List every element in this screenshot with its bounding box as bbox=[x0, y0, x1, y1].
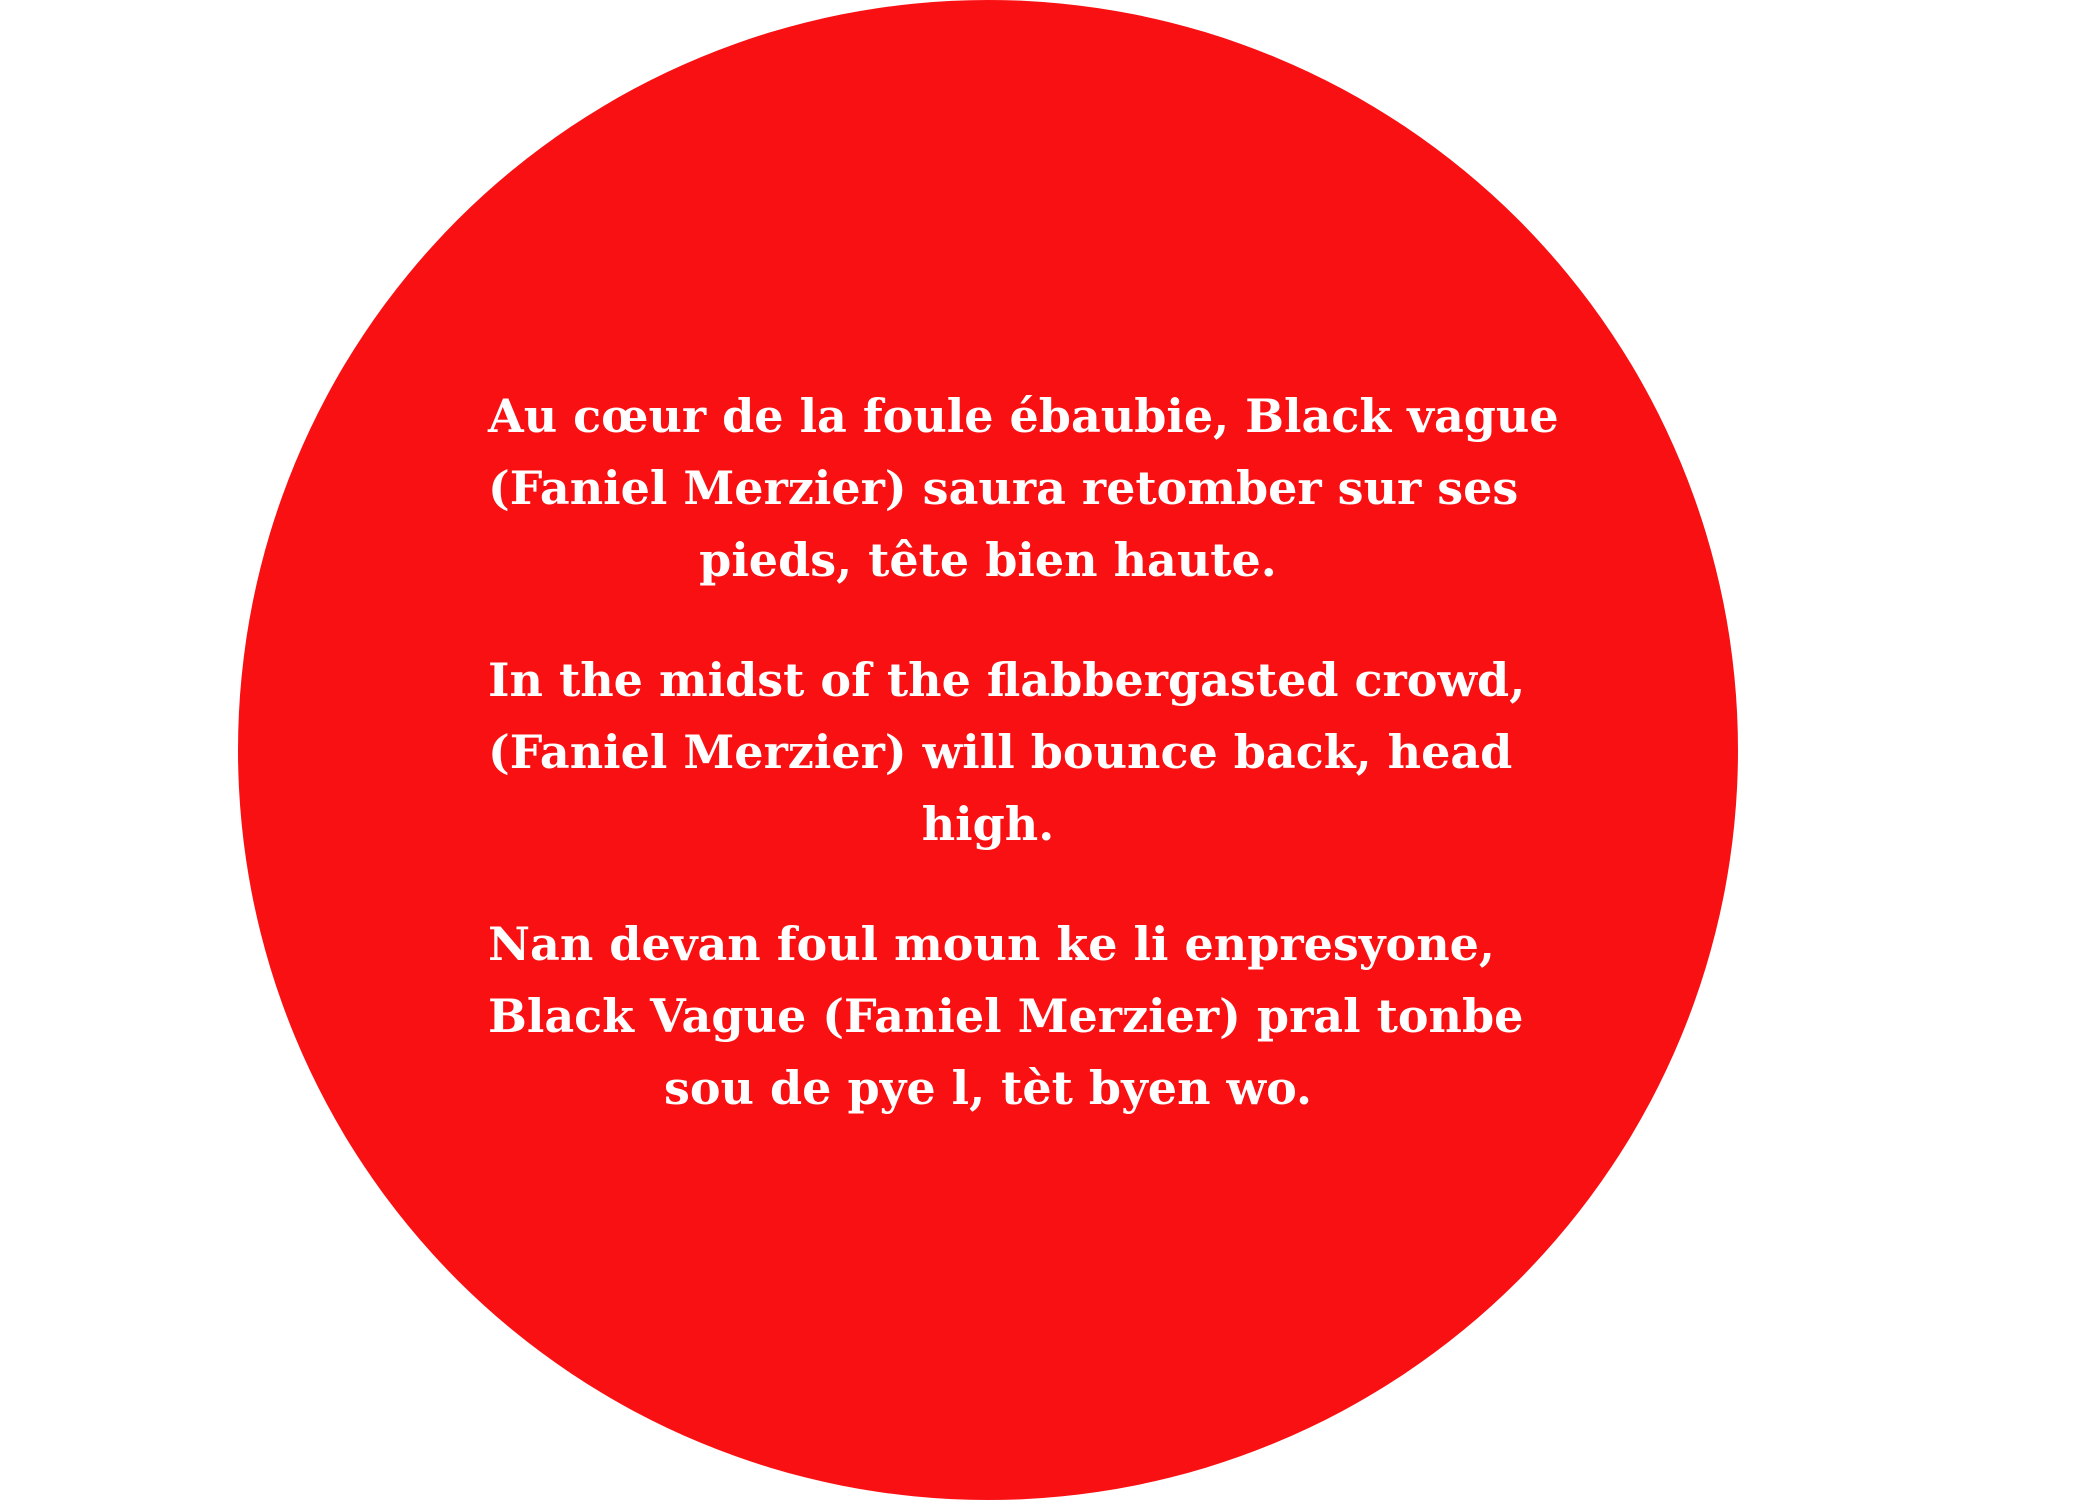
text-line: (Faniel Merzier) will bounce back, head bbox=[488, 725, 1513, 779]
text-line: In the midst of the flabbergasted crowd, bbox=[488, 653, 1526, 707]
text-line: Black Vague (Faniel Merzier) pral tonbe bbox=[488, 989, 1524, 1043]
quote-text-block bbox=[488, 380, 1559, 1172]
text-line: sou de pye l, tèt byen wo. bbox=[663, 1061, 1313, 1115]
text-line: high. bbox=[921, 797, 1055, 851]
text-line: Au cœur de la foule ébaubie, Black vague bbox=[488, 389, 1559, 443]
paragraph-english bbox=[488, 644, 1526, 860]
paragraph-haitian-creole bbox=[488, 908, 1524, 1124]
paragraph-french bbox=[488, 380, 1559, 596]
text-line: Nan devan foul moun ke li enpresyone, bbox=[488, 917, 1495, 971]
text-line: (Faniel Merzier) saura retomber sur ses bbox=[488, 461, 1519, 515]
text-line: pieds, tête bien haute. bbox=[699, 533, 1277, 587]
